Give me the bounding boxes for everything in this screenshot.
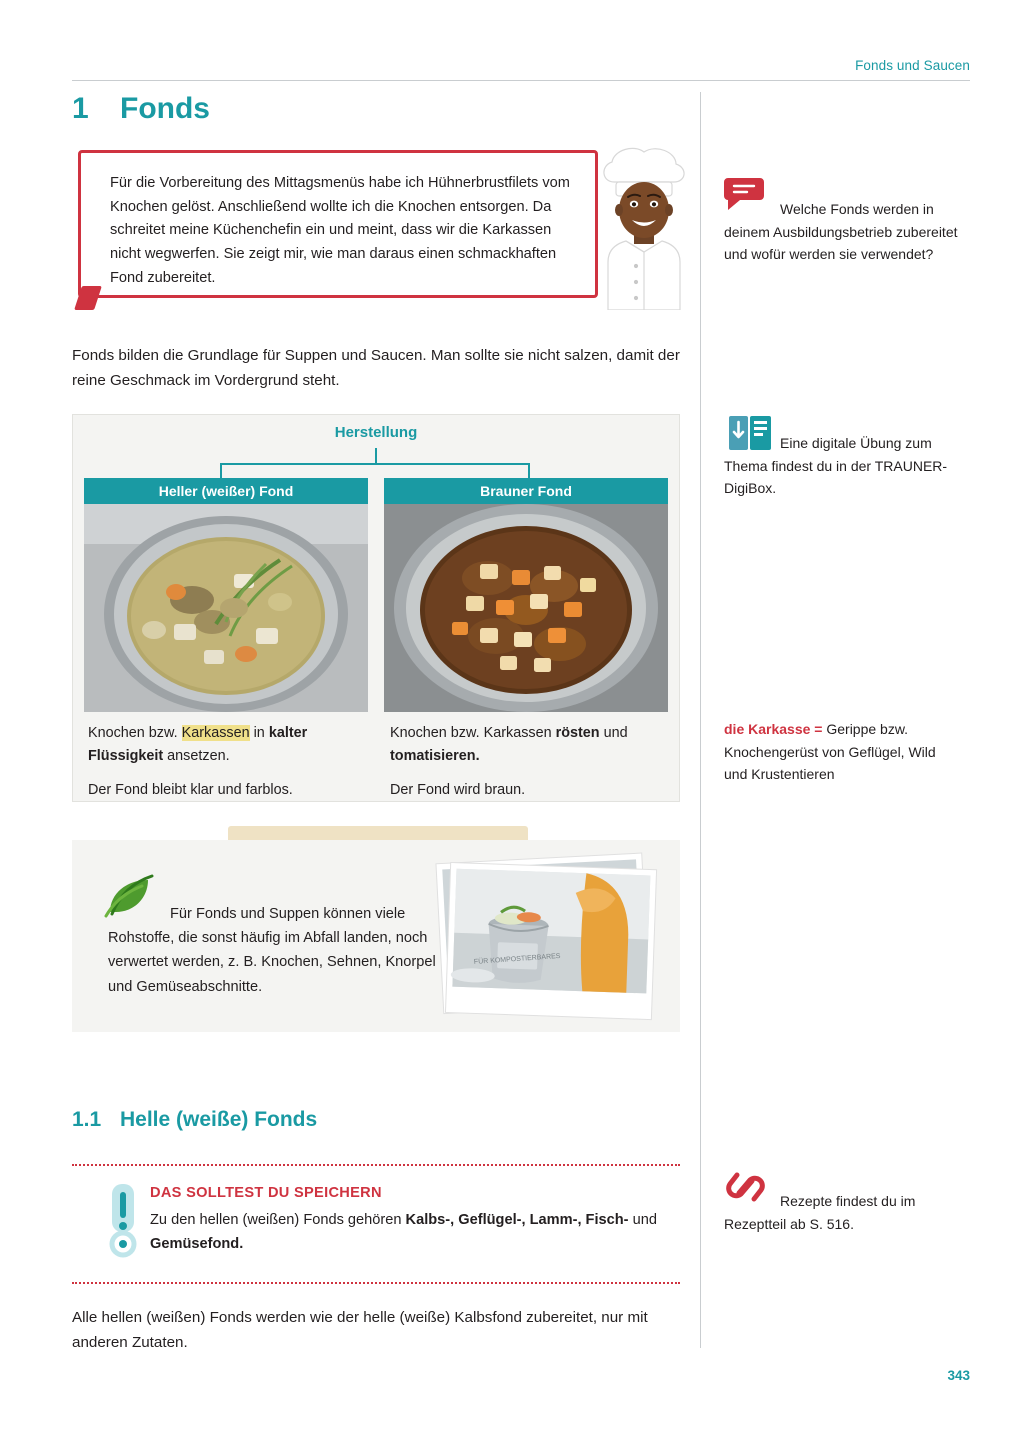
intro-paragraph: Fonds bilden die Grundlage für Suppen und Saucen. Man sollte sie nicht salzen, damit der reine Geschmack im Vordergrund steht. bbox=[72, 347, 680, 389]
margin-note-question-text: Welche Fonds werden in deinem Ausbildungsbetrieb zubereitet und wofür werden sie verwendet? bbox=[724, 201, 958, 263]
save-text-bold: Kalbs-, Geflügel-, Lamm-, Fisch- bbox=[405, 1212, 629, 1228]
photo-waste-bucket bbox=[434, 852, 664, 1024]
page-number: 343 bbox=[947, 1368, 970, 1383]
connector-vertical-right bbox=[528, 463, 530, 479]
heller-line2: Der Fond bleibt klar und farblos. bbox=[88, 781, 293, 798]
connector-vertical-left bbox=[220, 463, 222, 479]
closing-paragraph: Alle hellen (weißen) Fonds werden wie der helle (weiße) Kalbsfond zubereitet, nur mit anderen Zutaten. bbox=[72, 1309, 648, 1351]
karkasse-term: die Karkasse = bbox=[724, 721, 823, 737]
column-header-heller-fond: Heller (weißer) Fond bbox=[84, 478, 368, 504]
margin-note-digibox-text: Eine digitale Übung zum Thema findest du in der TRAUNER-DigiBox. bbox=[724, 435, 948, 497]
brauner-line1-a: Knochen bzw. Karkassen bbox=[390, 725, 556, 741]
heller-line1-c: ansetzen. bbox=[163, 747, 230, 764]
brauner-line1-bold: rösten bbox=[555, 725, 600, 741]
running-header: Fonds und Saucen bbox=[855, 58, 970, 73]
margin-note-rezepte bbox=[724, 1190, 960, 1235]
save-text-b: und bbox=[628, 1212, 657, 1228]
margin-note-rezepte-text: Rezepte findest du im Rezeptteil ab S. 516. bbox=[724, 1193, 916, 1232]
exclamation-mark-icon bbox=[106, 1184, 140, 1260]
brauner-line1-bold2: tomatisieren. bbox=[390, 747, 480, 764]
heller-line1-bold: kalter Flüssigkeit bbox=[88, 725, 308, 764]
chapter-number: 1 bbox=[72, 92, 89, 125]
margin-note-karkasse bbox=[724, 718, 960, 786]
save-box-bottom-rule bbox=[72, 1282, 680, 1286]
sustainability-tip-text: Für Fonds und Suppen können viele Rohstoffe, die sonst häufig im Abfall landen, noch verwertet werden, z. B. Knochen, Sehnen, Knorpel und Gemüseabschnitte. bbox=[108, 906, 436, 995]
chef-illustration bbox=[592, 140, 696, 310]
heller-line1-highlight: Karkassen bbox=[181, 725, 250, 741]
karkasse-definition: Gerippe bzw. Knochengerüst von Geflügel, Wild und Krustentieren bbox=[724, 721, 936, 783]
connector-vertical-center bbox=[375, 448, 377, 464]
photo-brauner-fond bbox=[384, 504, 668, 712]
margin-divider bbox=[700, 92, 701, 1348]
column-text-heller-fond bbox=[88, 722, 368, 801]
connector-horizontal bbox=[220, 463, 530, 465]
brauner-line1-b: und bbox=[599, 725, 628, 741]
svg-text:FÜR KOMPOSTIERBARES: FÜR KOMPOSTIERBARES bbox=[473, 952, 561, 966]
save-text-bold2: Gemüsefond. bbox=[150, 1235, 244, 1252]
brauner-line2: Der Fond wird braun. bbox=[390, 781, 526, 798]
margin-note-question bbox=[724, 198, 960, 266]
page-title: Fonds bbox=[120, 92, 210, 125]
save-box-heading: DAS SOLLTEST DU SPEICHERN bbox=[150, 1185, 382, 1201]
column-header-brauner-fond: Brauner Fond bbox=[384, 478, 668, 504]
heller-line1-a: Knochen bzw. bbox=[88, 725, 182, 741]
save-box-text bbox=[150, 1209, 670, 1257]
section-number: 1.1 bbox=[72, 1108, 102, 1131]
intro-bubble-text: Für die Vorbereitung des Mittagsmenüs habe ich Hühnerbrustfilets vom Knochen gelöst. Anschließend wollte ich die Knochen entsorgen. Da schreitet meine Küchenchefin ein und meint, dass wir die Karkassen nicht wegwerfen. Sie zeigt mir, wie man daraus einen schmackhaften Fond zubereitet. bbox=[110, 175, 570, 286]
save-text-a: Zu den hellen (weißen) Fonds gehören bbox=[150, 1212, 406, 1228]
margin-note-digibox bbox=[724, 432, 960, 500]
column-text-brauner-fond bbox=[390, 722, 670, 801]
section-title: Helle (weiße) Fonds bbox=[120, 1108, 318, 1131]
save-box-top-rule bbox=[72, 1164, 680, 1168]
heller-line1-b: in bbox=[249, 725, 269, 741]
herstellung-title: Herstellung bbox=[334, 424, 418, 441]
photo-heller-fond bbox=[84, 504, 368, 712]
header-divider bbox=[72, 80, 970, 81]
